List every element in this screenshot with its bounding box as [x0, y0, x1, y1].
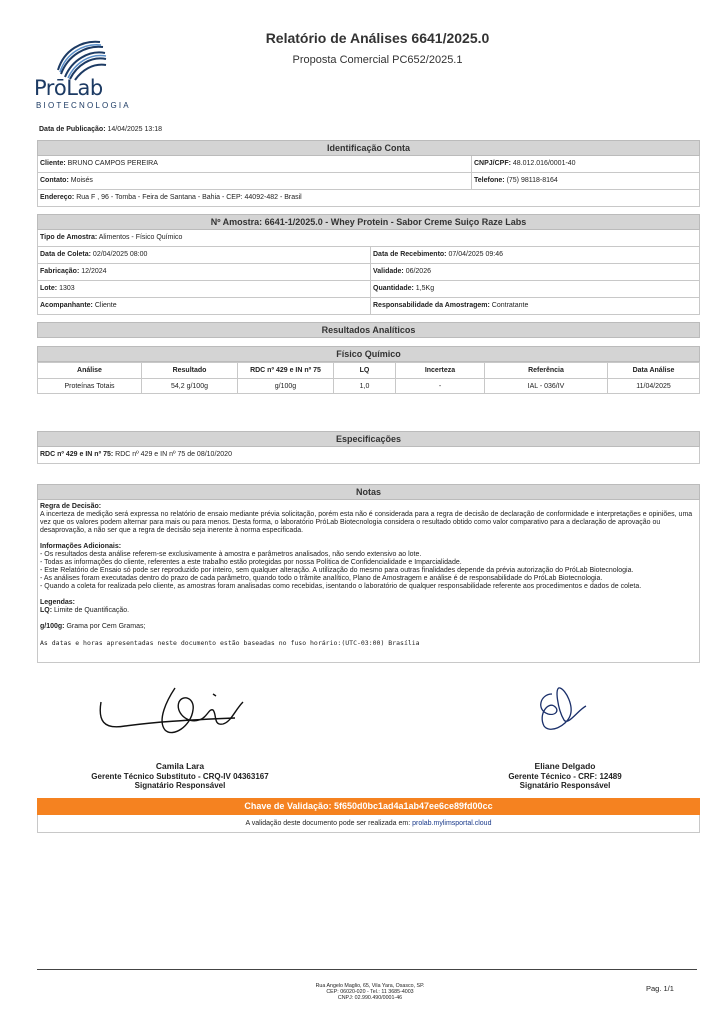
received-date-value: 07/04/2025 09:46 [448, 251, 503, 258]
field-label: Validade: [373, 268, 404, 275]
table-cell: g/100g [238, 379, 334, 394]
publication-date [39, 126, 162, 133]
table-row [37, 247, 700, 264]
cnpj-cell [471, 156, 699, 172]
table-row [37, 264, 700, 281]
decision-rule-text: A incerteza de medição será expressa no relatório de ensaio mediante prévia solicitação, porém esta não é considerada para a regra de decisão de declaração de conformidade e interpretações e opiniões, uma vez que os valores podem alternar para mais ou para menos. Desta forma, o laboratório PróLab Biotecnologia considera o resultado obtido como valor comparativo para a declaração de aprovação ou desaprovação, a não ser que a regra de decisão seja inerente à norma especificada. [40, 511, 693, 534]
field-label: Endereço: [40, 194, 75, 201]
info-line: - Este Relatório de Ensaio só pode ser reproduzido por inteiro, sem qualquer alteração. A utilização do mesmo para outras finalidades depende da prévia autorização do PróLab Biotecnologia. [40, 567, 634, 574]
specs-cell [38, 447, 699, 463]
results-section [37, 322, 700, 338]
validity-value: 06/2026 [405, 268, 431, 275]
field-label: Lote: [40, 285, 58, 292]
table-row [37, 190, 700, 207]
notes-heading: Notas [37, 484, 700, 500]
field-label: Data de Recebimento: [373, 251, 447, 258]
signature-block [80, 762, 280, 791]
info-line: - As análises foram executadas dentro do prazo de cada parâmetro, quando todo o trâmite analítico, Plano de Amostragem e análise é de responsabilidade do PróLab Biotecnologia. [40, 575, 603, 582]
table-header-row [38, 363, 700, 379]
logo-subtitle: BIOTECNOLOGIA [36, 101, 131, 110]
field-label: Telefone: [474, 177, 505, 184]
footer-address [220, 983, 520, 1002]
table-row [38, 379, 700, 394]
table-row [37, 173, 700, 190]
validation-text: A validação deste documento pode ser realizada em: [245, 820, 411, 827]
signatory-title: Signatário Responsável [519, 781, 611, 790]
sampling-resp-value: Contratante [491, 302, 529, 309]
legend-label: LQ: [40, 607, 53, 614]
specs-value: RDC nº 429 e IN nº 75 de 08/10/2020 [115, 451, 232, 458]
client-name: BRUNO CAMPOS PEREIRA [67, 160, 158, 167]
manufacture-cell [38, 264, 370, 280]
results-table [37, 362, 700, 394]
received-date-cell [370, 247, 699, 263]
address-line: Rua Angelo Maglio, 65, Vila Yara, Osasco, SP. [315, 983, 425, 989]
footer-divider [37, 969, 697, 970]
specs-heading: Especificações [37, 431, 700, 447]
column-header: Referência [485, 363, 608, 379]
client-cell [38, 156, 471, 172]
table-cell: - [396, 379, 485, 394]
collection-date-cell [38, 247, 370, 263]
column-header: Incerteza [396, 363, 485, 379]
address-value: Rua F , 96 - Tomba - Feira de Santana - Bahia - CEP: 44092-482 - Brasil [76, 194, 302, 201]
validation-info [37, 815, 700, 833]
sampling-resp-cell [370, 298, 699, 314]
quantity-cell [370, 281, 699, 297]
phone-cell [471, 173, 699, 189]
legend-text: Grama por Cem Gramas; [66, 623, 146, 630]
address-line: CNPJ: 02.990.490/0001-46 [337, 995, 403, 1002]
table-row [37, 230, 700, 247]
account-section [37, 140, 700, 207]
address-line: CEP: 06020-020 - Tel.: 11 3685-4003 [326, 989, 414, 996]
column-header: Resultado [142, 363, 238, 379]
info-line: - Todas as informações do cliente, referentes a este trabalho estão protegidas por nossa Política de Confidencialidade e Imparcialidade. [40, 559, 462, 566]
quantity-value: 1,5Kg [415, 285, 435, 292]
field-label: RDC nº 429 e IN nº 75: [40, 451, 114, 458]
signature-camila-icon [95, 680, 255, 750]
validity-cell [370, 264, 699, 280]
address-cell [38, 190, 699, 206]
publication-date-label: Data de Publicação: [39, 126, 106, 133]
column-header: Data Análise [608, 363, 700, 379]
field-label: Contato: [40, 177, 69, 184]
additional-info-title: Informações Adicionais: [40, 543, 122, 550]
lot-cell [38, 281, 370, 297]
signatory-name: Camila Lara [155, 761, 205, 771]
signature-block [465, 762, 665, 791]
column-header: LQ [334, 363, 396, 379]
phone-value: (75) 98118-8164 [506, 177, 558, 184]
contact-value: Moisés [70, 177, 93, 184]
timezone-note: As datas e horas apresentadas neste documento estão baseadas no fuso horário:(UTC-03:00) Brasília [40, 639, 420, 647]
lot-value: 1303 [59, 285, 75, 292]
contact-cell [38, 173, 471, 189]
legend-lq [40, 607, 697, 615]
physchem-heading: Físico Químico [37, 346, 700, 362]
physchem-section [37, 346, 700, 394]
manufacture-value: 12/2024 [81, 268, 107, 275]
legend-text: Limite de Quantificação. [54, 607, 130, 614]
signatory-role: Gerente Técnico - CRF: 12489 [508, 771, 622, 781]
publication-date-value: 14/04/2025 13:18 [107, 126, 162, 133]
legend-label: g/100g: [40, 623, 65, 630]
column-header: RDC nº 429 e IN nº 75 [238, 363, 334, 379]
field-label: Acompanhante: [40, 302, 93, 309]
signatory-name: Eliane Delgado [534, 761, 596, 771]
sample-heading: Nº Amostra: 6641-1/2025.0 - Whey Protein - Sabor Creme Suiço Raze Labs [37, 214, 700, 230]
companion-cell [38, 298, 370, 314]
table-cell: 11/04/2025 [608, 379, 700, 394]
sample-type-cell [38, 230, 699, 246]
validation-key-bar: Chave de Validação: 5f650d0bc1ad4a1ab47ee6ce89fd00cc [37, 798, 700, 815]
cnpj-value: 48.012.016/0001-40 [512, 160, 576, 167]
field-label: Fabricação: [40, 268, 80, 275]
table-row [37, 447, 700, 464]
table-row [37, 281, 700, 298]
field-label: Quantidade: [373, 285, 414, 292]
table-cell: Proteínas Totais [38, 379, 142, 394]
logo-wordmark: PrōLab [34, 76, 103, 100]
field-label: Responsabilidade da Amostragem: [373, 302, 490, 309]
report-subtitle: Proposta Comercial PC652/2025.1 [292, 54, 463, 66]
table-cell: 1,0 [334, 379, 396, 394]
collection-date-value: 02/04/2025 08:00 [92, 251, 148, 258]
signatory-title: Signatário Responsável [134, 781, 226, 790]
sample-section [37, 214, 700, 315]
signature-eliane-icon [530, 680, 590, 740]
validation-link[interactable]: prolab.mylimsportal.cloud [412, 820, 492, 827]
specs-section [37, 431, 700, 464]
report-title: Relatório de Análises 6641/2025.0 [265, 30, 490, 46]
info-line: - Os resultados desta análise referem-se exclusivamente à amostra e parâmetros analisados, não sendo extensivo ao lote. [40, 551, 422, 558]
table-cell: IAL - 036/IV [485, 379, 608, 394]
table-cell: 54,2 g/100g [142, 379, 238, 394]
results-heading: Resultados Analíticos [37, 322, 700, 338]
field-label: Cliente: [40, 160, 66, 167]
page-number: Pag. 1/1 [646, 984, 674, 993]
companion-value: Cliente [94, 302, 117, 309]
sample-type-value: Alimentos - Físico Químico [98, 234, 183, 241]
field-label: Tipo de Amostra: [40, 234, 98, 241]
decision-rule-title: Regra de Decisão: [40, 503, 102, 510]
legends-title: Legendas: [40, 599, 76, 606]
notes-section [37, 484, 700, 663]
table-row [37, 156, 700, 173]
signatory-role: Gerente Técnico Substituto - CRQ-IV 04363167 [91, 771, 269, 781]
legend-g100 [40, 623, 697, 631]
field-label: Data de Coleta: [40, 251, 91, 258]
column-header: Análise [38, 363, 142, 379]
field-label: CNPJ/CPF: [474, 160, 511, 167]
account-heading: Identificação Conta [37, 140, 700, 156]
notes-body [37, 500, 700, 663]
info-line: - Quando a coleta for realizada pelo cliente, as amostras foram analisadas como recebidas, isentando o laboratório de qualquer responsabilidade referente aos procedimentos e dados de coleta. [40, 583, 642, 590]
table-row [37, 298, 700, 315]
